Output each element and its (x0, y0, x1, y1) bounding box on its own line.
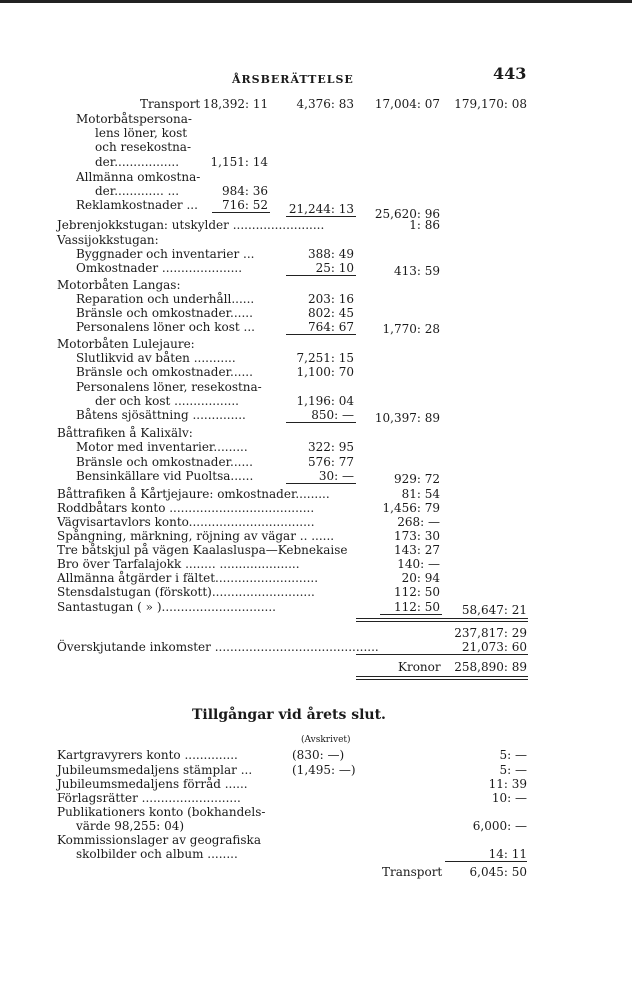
asset-label: Publikationers konto (bokhandels- (57, 805, 266, 819)
lulejaure-item-value: 1,100: 70 (296, 365, 354, 379)
langas-heading: Motorbåten Langas: (57, 278, 181, 292)
lulejaure-item-value: 1,196: 04 (296, 394, 354, 408)
transport-c3: 17,004: 07 (374, 97, 440, 111)
asset-value: 5: — (499, 748, 527, 762)
page-number: 443 (493, 64, 527, 83)
lulejaure-item-label: Båtens sjösättning .............. (76, 408, 246, 422)
asset-label: Jubileumsmedaljens stämplar ... (57, 763, 253, 777)
surplus-label: Överskjutande inkomster ........................................... (57, 640, 379, 654)
assets-transport-value: 6,045: 50 (469, 865, 527, 879)
transport-c1: 18,392: 11 (203, 97, 269, 111)
underline (286, 422, 356, 423)
misc-value: 112: 50 (393, 585, 440, 599)
vassijokk-item-label: Omkostnader ..................... (76, 261, 243, 275)
asset-label: skolbilder och album ........ (76, 847, 238, 861)
double-rule (356, 679, 528, 680)
misc-total: 58,647: 21 (461, 603, 527, 617)
general-costs-line-1: Allmänna omkostna- (76, 170, 201, 184)
underline (286, 216, 356, 217)
asset-label: Jubileumsmedaljens förråd ...... (57, 777, 248, 791)
asset-written-off: (830: —) (292, 748, 345, 762)
misc-label: Båttrafiken å Kårtjejaure: omkostnader......... (57, 487, 330, 501)
kalixalv-heading: Båttrafiken å Kalixälv: (57, 426, 193, 440)
kalixalv-total: 929: 72 (393, 472, 440, 486)
misc-value: 20: 94 (401, 571, 440, 585)
misc-value: 112: 50 (393, 600, 440, 614)
langas-item-value: 764: 67 (307, 320, 354, 334)
vassijokk-item-value: 388: 49 (307, 247, 354, 261)
misc-label: Allmänna åtgärder i fältet........................... (57, 571, 319, 585)
lulejaure-item-label: Personalens löner, resekostna- (76, 380, 262, 394)
misc-value: 268: — (397, 515, 440, 529)
langas-item-label: Bränsle och omkostnader...... (76, 306, 253, 320)
advertising-sum: 21,244: 13 (288, 202, 354, 216)
jebrenjokk-label: Jebrenjokkstugan: utskylder ........................ (57, 218, 325, 232)
asset-written-off: (1,495: —) (292, 763, 356, 777)
general-costs-value: 984: 36 (221, 184, 268, 198)
mb-personnel-line-3: och resekostna- (95, 140, 191, 154)
assets-transport-label: Transport (382, 865, 443, 879)
transport-c2: 4,376: 83 (296, 97, 354, 111)
misc-value: 1,456: 79 (382, 501, 440, 515)
vassijokk-item-label: Byggnader och inventarier ... (76, 247, 255, 261)
advertising-value: 716: 52 (221, 198, 268, 212)
misc-label: Spångning, märkning, röjning av vägar .. ...... (57, 529, 335, 543)
advertising-label: Reklamkostnader ... (76, 198, 198, 212)
general-costs-line-2: der............. ... (95, 184, 180, 198)
kalixalv-item-label: Motor med inventarier......... (76, 440, 248, 454)
advertising-total: 25,620: 96 (374, 207, 440, 221)
langas-item-value: 802: 45 (307, 306, 354, 320)
underline (286, 334, 356, 335)
asset-label: Kommissionslager av geografiska (57, 833, 261, 847)
jebrenjokk-total: 1: 86 (409, 218, 440, 232)
double-rule (356, 621, 528, 622)
kalixalv-item-label: Bränsle och omkostnader...... (76, 455, 253, 469)
double-rule (356, 676, 528, 677)
lulejaure-total: 10,397: 89 (374, 411, 440, 425)
mb-personnel-line-1: Motorbåtspersona- (76, 112, 192, 126)
kalixalv-item-value: 30: — (318, 469, 354, 483)
misc-value: 140: — (397, 557, 440, 571)
vassijokk-item-value: 25: 10 (315, 261, 354, 275)
langas-item-value: 203: 16 (307, 292, 354, 306)
kalixalv-item-label: Bensinkällare vid Puoltsa...... (76, 469, 254, 483)
lulejaure-item-label: der och kost ................. (95, 394, 239, 408)
underline (286, 483, 356, 484)
rule (356, 654, 528, 655)
misc-label: Bro över Tarfalajokk ........ ..................... (57, 557, 300, 571)
asset-label: Kartgravyrers konto .............. (57, 748, 238, 762)
asset-label: värde 98,255: 04) (76, 819, 185, 833)
mb-personnel-line-4: der................. (95, 155, 180, 169)
grand-total-label: Kronor (398, 660, 441, 674)
asset-value: 14: 11 (488, 847, 527, 861)
lulejaure-heading: Motorbåten Lulejaure: (57, 337, 195, 351)
lulejaure-item-value: 850: — (311, 408, 354, 422)
misc-label: Roddbåtars konto ...................................... (57, 501, 315, 515)
misc-label: Santastugan ( » ).............................. (57, 600, 276, 614)
double-rule (356, 618, 528, 619)
transport-c4: 179,170: 08 (454, 97, 527, 111)
written-off-heading: (Avskrivet) (301, 735, 351, 745)
underline (380, 614, 442, 615)
grand-total-value: 258,890: 89 (454, 660, 527, 674)
lulejaure-item-label: Slutlikvid av båten ........... (76, 351, 236, 365)
subtotal: 237,817: 29 (454, 626, 527, 640)
page-title: ÅRSBERÄTTELSE (232, 73, 354, 86)
misc-label: Tre båtskjul på vägen Kaalasluspa—Kebnekaise (57, 543, 348, 557)
misc-value: 173: 30 (393, 529, 440, 543)
kalixalv-item-value: 322: 95 (307, 440, 354, 454)
asset-value: 6,000: — (472, 819, 527, 833)
langas-item-label: Personalens löner och kost ... (76, 320, 255, 334)
kalixalv-item-value: 576: 77 (307, 455, 354, 469)
lulejaure-item-label: Bränsle och omkostnader...... (76, 365, 253, 379)
asset-value: 11: 39 (488, 777, 527, 791)
mb-personnel-line-2: lens löner, kost (95, 126, 188, 140)
asset-value: 10: — (491, 791, 527, 805)
transport-label: Transport (140, 97, 201, 111)
misc-label: Vägvisartavlors konto................................. (57, 515, 315, 529)
vassijokk-total: 413: 59 (393, 264, 440, 278)
vassijokk-heading: Vassijokkstugan: (57, 233, 159, 247)
underline (286, 275, 356, 276)
langas-total: 1,770: 28 (382, 322, 440, 336)
underline (445, 861, 527, 862)
lulejaure-item-value: 7,251: 15 (296, 351, 354, 365)
asset-value: 5: — (499, 763, 527, 777)
asset-label: Förlagsrätter .......................... (57, 791, 241, 805)
mb-personnel-value: 1,151: 14 (210, 155, 268, 169)
surplus-value: 21,073: 60 (461, 640, 527, 654)
misc-value: 81: 54 (401, 487, 440, 501)
misc-value: 143: 27 (393, 543, 440, 557)
misc-label: Stensdalstugan (förskott)........................... (57, 585, 315, 599)
langas-item-label: Reparation och underhåll...... (76, 292, 255, 306)
assets-heading: Tillgångar vid årets slut. (192, 707, 386, 723)
underline (212, 212, 270, 213)
